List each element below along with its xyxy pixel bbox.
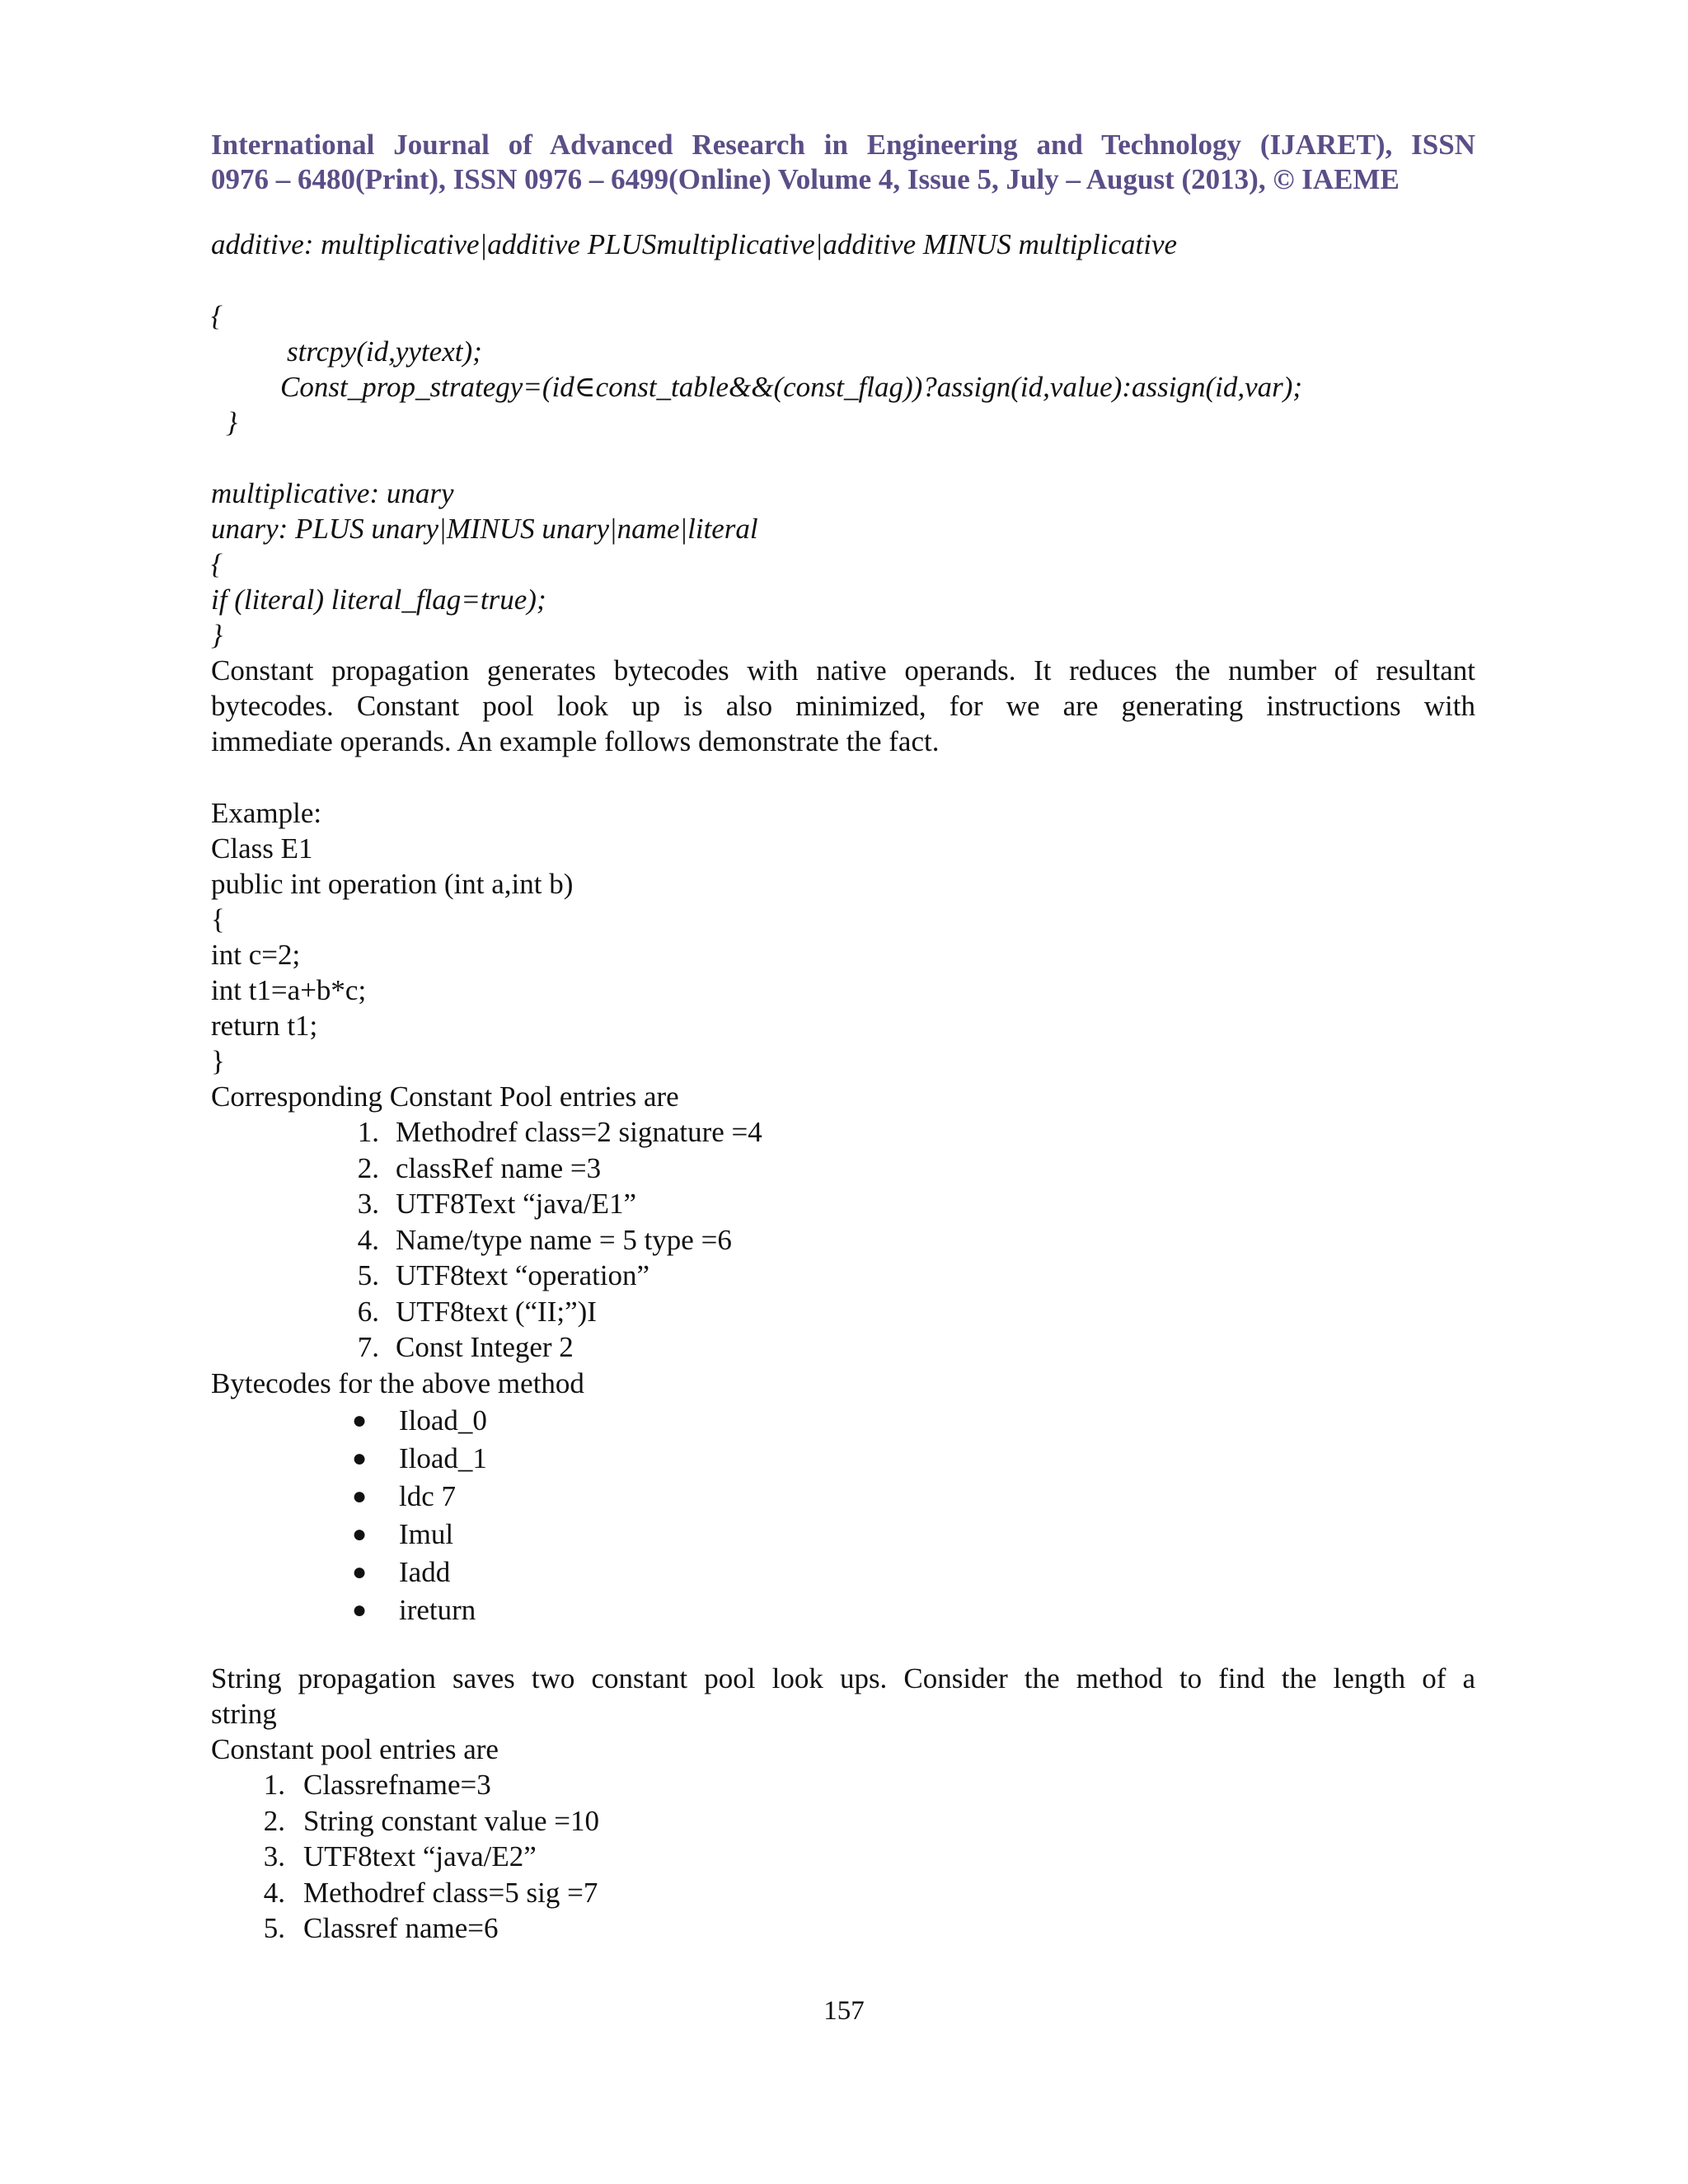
example-close-brace: } [211,1045,225,1077]
list-item: 3. UTF8Text “java/E1” [357,1188,637,1220]
bytecode-list [335,1403,829,1630]
bullet-icon: ● [351,1483,368,1510]
paragraph-string-propagation [211,1661,1475,1767]
example-return: return t1; [211,1010,318,1042]
multiplicative-rule: multiplicative: unary [211,477,454,509]
example-line-t1: int t1=a+b*c; [211,974,367,1006]
list-item: 3. UTF8text “java/E2” [263,1840,537,1872]
constant-pool-list-2 [236,1767,978,1947]
example-label: Example: [211,797,322,829]
example-code [211,795,1475,1114]
example-class: Class E1 [211,832,313,865]
list-item: 6. UTF8text (“II;”)I [357,1295,597,1328]
journal-header [211,128,1475,197]
list-item: 2. String constant value =10 [263,1804,599,1837]
list-item: ● Iadd [335,1554,829,1592]
para2-line-1: String propagation saves two constant pool look ups. Consider the method to find the length of a [211,1662,1475,1694]
header-line-2: 0976 – 6480(Print), ISSN 0976 – 6499(Online) Volume 4, Issue 5, July – August (2013), © IAEME [211,163,1400,195]
bullet-icon: ● [351,1407,368,1434]
para2-line-2: string [211,1698,277,1730]
bullet-icon: ● [351,1521,368,1548]
open-brace: { [211,300,223,332]
if-literal-line: if (literal) literal_flag=true); [211,583,546,616]
para1-line-2: bytecodes. Constant pool look up is also minimized, for we are generating instructions with [211,690,1475,722]
grammar-unary-block [211,476,1475,653]
list-item: 7. Const Integer 2 [357,1331,574,1363]
grammar-action-block [211,298,1475,440]
page-number: 157 [823,1996,865,2026]
close-brace: } [226,406,237,438]
list-item: ● Iload_0 [335,1403,829,1441]
grammar-additive [211,227,1475,262]
example-open-brace: { [211,903,225,935]
list-item: 2. classRef name =3 [357,1151,602,1184]
list-item: 1. Methodref class=2 signature =4 [357,1116,762,1148]
para2-line-3: Constant pool entries are [211,1733,499,1765]
list-item: 4. Name/type name = 5 type =6 [357,1223,732,1256]
additive-rule: additive: multiplicative|additive PLUSmultiplicative|additive MINUS multiplicative [211,228,1178,260]
example-line-c: int c=2; [211,939,301,971]
bytecodes-intro [211,1366,1475,1401]
bytecodes-intro-text: Bytecodes for the above method [211,1367,584,1399]
bullet-icon: ● [351,1596,368,1624]
para1-line-1: Constant propagation generates bytecodes with native operands. It reduces the number of resultant [211,654,1475,687]
bullet-icon: ● [351,1445,368,1472]
header-line-1: International Journal of Advanced Research in Engineering and Technology (IJARET), ISSN [211,129,1475,161]
list-item: 4. Methodref class=5 sig =7 [263,1876,598,1909]
para1-line-3: immediate operands. An example follows demonstrate the fact. [211,725,940,757]
example-signature: public int operation (int a,int b) [211,868,574,900]
paragraph-constant-propagation [211,653,1475,759]
unary-rule: unary: PLUS unary|MINUS unary|name|literal [211,513,758,545]
constant-pool-list-1 [330,1114,1071,1366]
pool-intro: Corresponding Constant Pool entries are [211,1080,679,1113]
list-item: ● Imul [335,1516,829,1554]
list-item: ● ireturn [335,1592,829,1630]
list-item: 5. Classref name=6 [263,1912,499,1944]
open-brace-2: { [211,548,223,580]
list-item: 5. UTF8text “operation” [357,1259,650,1291]
close-brace-2: } [211,619,223,651]
const-prop-line: Const_prop_strategy=(id∈const_table&&(const_flag))?assign(id,value):assign(id,var); [280,371,1303,403]
list-item: 1. Classrefname=3 [263,1769,491,1801]
list-item: ● ldc 7 [335,1479,829,1516]
strcpy-line: strcpy(id,yytext); [287,335,482,368]
bullet-icon: ● [351,1558,368,1586]
list-item: ● Iload_1 [335,1441,829,1479]
